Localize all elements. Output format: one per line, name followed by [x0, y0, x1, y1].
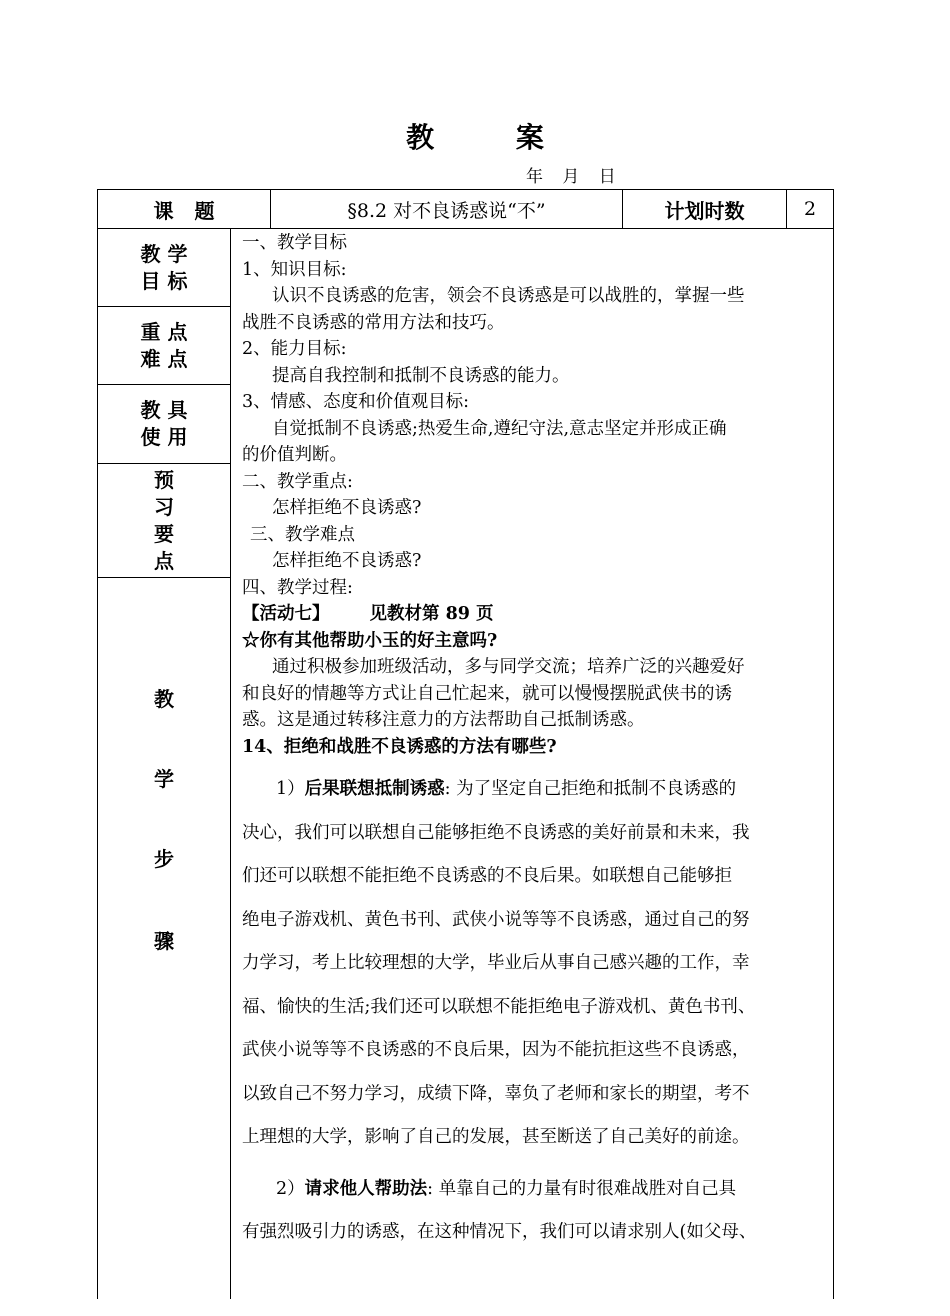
method-1-line-3: 绝电子游戏机、黄色书刊、武侠小说等等不良诱惑，通过自己的努 [242, 909, 750, 930]
label-preview [98, 464, 230, 577]
method-1-line-4: 力学习，考上比较理想的大学，毕业后从事自己感兴趣的工作，幸 [242, 953, 750, 973]
method-1-line-5: 福、愉快的生活;我们还可以联想不能拒绝电子游戏机、黄色书刊、 [242, 996, 756, 1017]
label-key-points-line2: 难 点 [140, 346, 188, 371]
method-1-line-0 [242, 768, 830, 812]
label-preview-line1: 预 [154, 467, 174, 492]
label-key-points-line1: 重 点 [140, 319, 188, 344]
section-goals: 一、教学目标 [242, 233, 347, 253]
method-2-number: 2） [276, 1178, 305, 1199]
method-1-line-7: 以致自己不努力学习，成绩下降，辜负了老师和家长的期望，考不 [242, 1083, 750, 1104]
label-key-points [98, 307, 230, 384]
attitude-goal-text-b: 的价值判断。 [242, 445, 347, 465]
activity-ref: 见教材第 89 页 [369, 604, 494, 624]
answer-text-b: 和良好的情趣等方式让自己忙起来，就可以慢慢摆脱武侠书的诱 [242, 683, 732, 704]
label-step-3: 步 [154, 846, 174, 871]
method-1-number: 1） [276, 779, 305, 799]
label-goals-line1: 教 学 [140, 241, 188, 266]
knowledge-goal-text-a: 认识不良诱惑的危害，领会不良诱惑是可以战胜的，掌握一些 [272, 286, 745, 306]
ability-goal-text: 提高自我控制和抵制不良诱惑的能力。 [272, 365, 570, 386]
question-14: 14、拒绝和战胜不良诱惑的方法有哪些? [242, 736, 557, 757]
label-step-4: 骤 [154, 928, 174, 953]
method-1-line-1: 决心，我们可以联想自己能够拒绝不良诱惑的美好前景和未来，我 [242, 822, 750, 843]
method-2-title: 请求他人帮助法 [304, 1178, 428, 1199]
knowledge-goal-heading: 1、知识目标: [242, 259, 347, 280]
label-preview-line4: 点 [154, 548, 174, 573]
hours-label: 计划时数 [664, 198, 745, 223]
method-1-line-8: 上理想的大学，影响了自己的发展，甚至断送了自己美好的前途。 [242, 1127, 750, 1147]
label-goals-line2: 目 标 [140, 268, 188, 293]
method-2-line-1: 有强烈吸引力的诱惑，在这种情况下，我们可以请求别人(如父母、 [242, 1222, 757, 1242]
answer-text-c: 惑。这是通过转移注意力的方法帮助自己抵制诱惑。 [242, 710, 645, 730]
method-1 [242, 768, 830, 1160]
ability-goal-heading: 2、能力目标: [242, 339, 347, 359]
label-goals [98, 229, 230, 306]
hours-value: 2 [803, 198, 817, 220]
knowledge-goal-text-b: 战胜不良诱惑的常用方法和技巧。 [242, 312, 505, 333]
method-2 [242, 1168, 830, 1255]
section-key-point: 二、教学重点: [242, 471, 353, 492]
answer-text-a: 通过积极参加班级活动，多与同学交流；培养广泛的兴趣爱好 [272, 657, 745, 677]
label-tools [98, 385, 230, 463]
attitude-goal-heading: 3、情感、态度和价值观目标: [242, 392, 470, 412]
topic-label: 课 题 [153, 198, 215, 223]
topic-value: §8.2 对不良诱惑说“不” [347, 199, 546, 222]
method-2-text-0: : 单靠自己的力量有时很难战胜对自己具 [427, 1178, 737, 1199]
label-tools-line1: 教 具 [140, 398, 188, 422]
method-1-title: 后果联想抵制诱惑 [304, 779, 445, 799]
method-1-text-0: : 为了坚定自己拒绝和抵制不良诱惑的 [444, 779, 737, 799]
key-point-text: 怎样拒绝不良诱惑? [272, 498, 422, 518]
section-difficulty: 三、教学难点 [250, 524, 355, 545]
attitude-goal-text-a: 自觉抵制不良诱惑;热爱生命,遵纪守法,意志坚定并形成正确 [272, 418, 727, 439]
doc-date: 年 月 日 [526, 167, 616, 187]
activity-title: 【活动七】 [242, 604, 330, 624]
difficulty-text: 怎样拒绝不良诱惑? [272, 551, 422, 571]
label-tools-line2: 使 用 [140, 425, 188, 449]
method-1-line-2: 们还可以联想不能拒绝不良诱惑的不良后果。如联想自己能够拒 [242, 866, 732, 886]
doc-title: 教 案 [406, 121, 580, 154]
label-preview-line3: 要 [154, 521, 174, 546]
label-step-2: 学 [154, 766, 174, 791]
method-2-line-0 [242, 1168, 830, 1212]
method-1-line-6: 武侠小说等等不良诱惑的不良后果，因为不能抗拒这些不良诱惑， [242, 1040, 750, 1060]
label-preview-line2: 习 [154, 494, 174, 519]
activity-line [242, 601, 830, 628]
label-step-1: 教 [154, 686, 174, 711]
lesson-content [242, 230, 830, 1255]
question: ☆你有其他帮助小玉的好主意吗? [242, 630, 498, 651]
section-process: 四、教学过程: [242, 577, 353, 598]
